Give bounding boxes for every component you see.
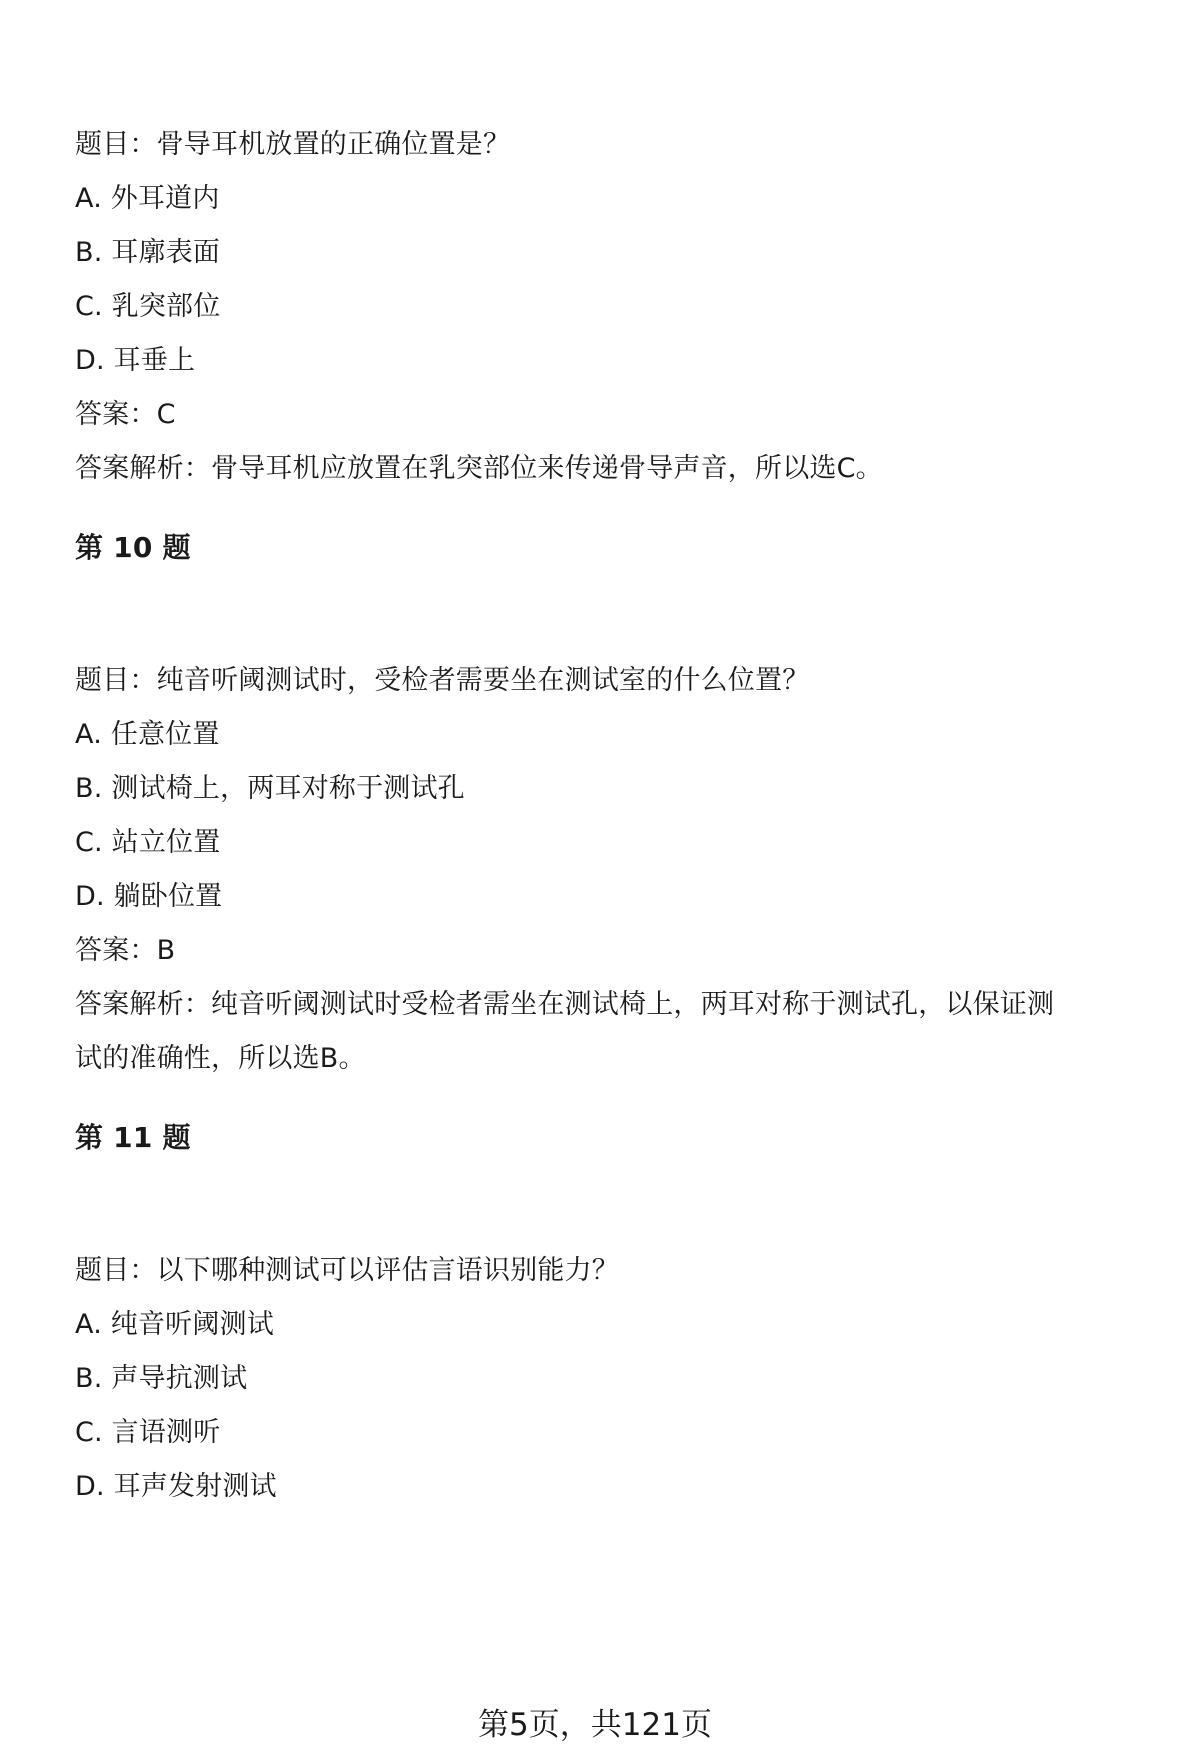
q11-question: 题目：以下哪种测试可以评估言语识别能力？ bbox=[75, 1255, 619, 1286]
q10-heading: 第 10 题 bbox=[75, 531, 191, 564]
q11-option-c: C. 言语测听 bbox=[75, 1417, 221, 1448]
q9-option-c: C. 乳突部位 bbox=[75, 291, 221, 322]
q10-option-c: C. 站立位置 bbox=[75, 827, 221, 858]
page-number-footer: 第5页，共121页 bbox=[478, 1707, 712, 1743]
q9-answer: 答案：C bbox=[75, 399, 176, 430]
q10-option-b: B. 测试椅上，两耳对称于测试孔 bbox=[75, 773, 465, 804]
q10-answer: 答案：B bbox=[75, 935, 176, 966]
q9-option-a: A. 外耳道内 bbox=[75, 183, 220, 214]
q10-option-a: A. 任意位置 bbox=[75, 719, 220, 750]
q11-heading: 第 11 题 bbox=[75, 1121, 191, 1154]
q11-option-d: D. 耳声发射测试 bbox=[75, 1471, 277, 1502]
q11-option-b: B. 声导抗测试 bbox=[75, 1363, 248, 1394]
q10-option-d: D. 躺卧位置 bbox=[75, 881, 223, 912]
q10-explanation-line1: 答案解析：纯音听阈测试时受检者需坐在测试椅上，两耳对称于测试孔，以保证测 bbox=[75, 989, 1055, 1020]
q9-option-b: B. 耳廓表面 bbox=[75, 237, 221, 268]
q10-explanation-line2: 试的准确性，所以选B。 bbox=[75, 1043, 366, 1074]
q9-option-d: D. 耳垂上 bbox=[75, 345, 196, 376]
q10-question: 题目：纯音听阈测试时，受检者需要坐在测试室的什么位置？ bbox=[75, 665, 810, 696]
q11-option-a: A. 纯音听阈测试 bbox=[75, 1309, 274, 1340]
q9-question: 题目：骨导耳机放置的正确位置是？ bbox=[75, 129, 511, 160]
q9-explanation: 答案解析：骨导耳机应放置在乳突部位来传递骨导声音，所以选C。 bbox=[75, 453, 883, 484]
